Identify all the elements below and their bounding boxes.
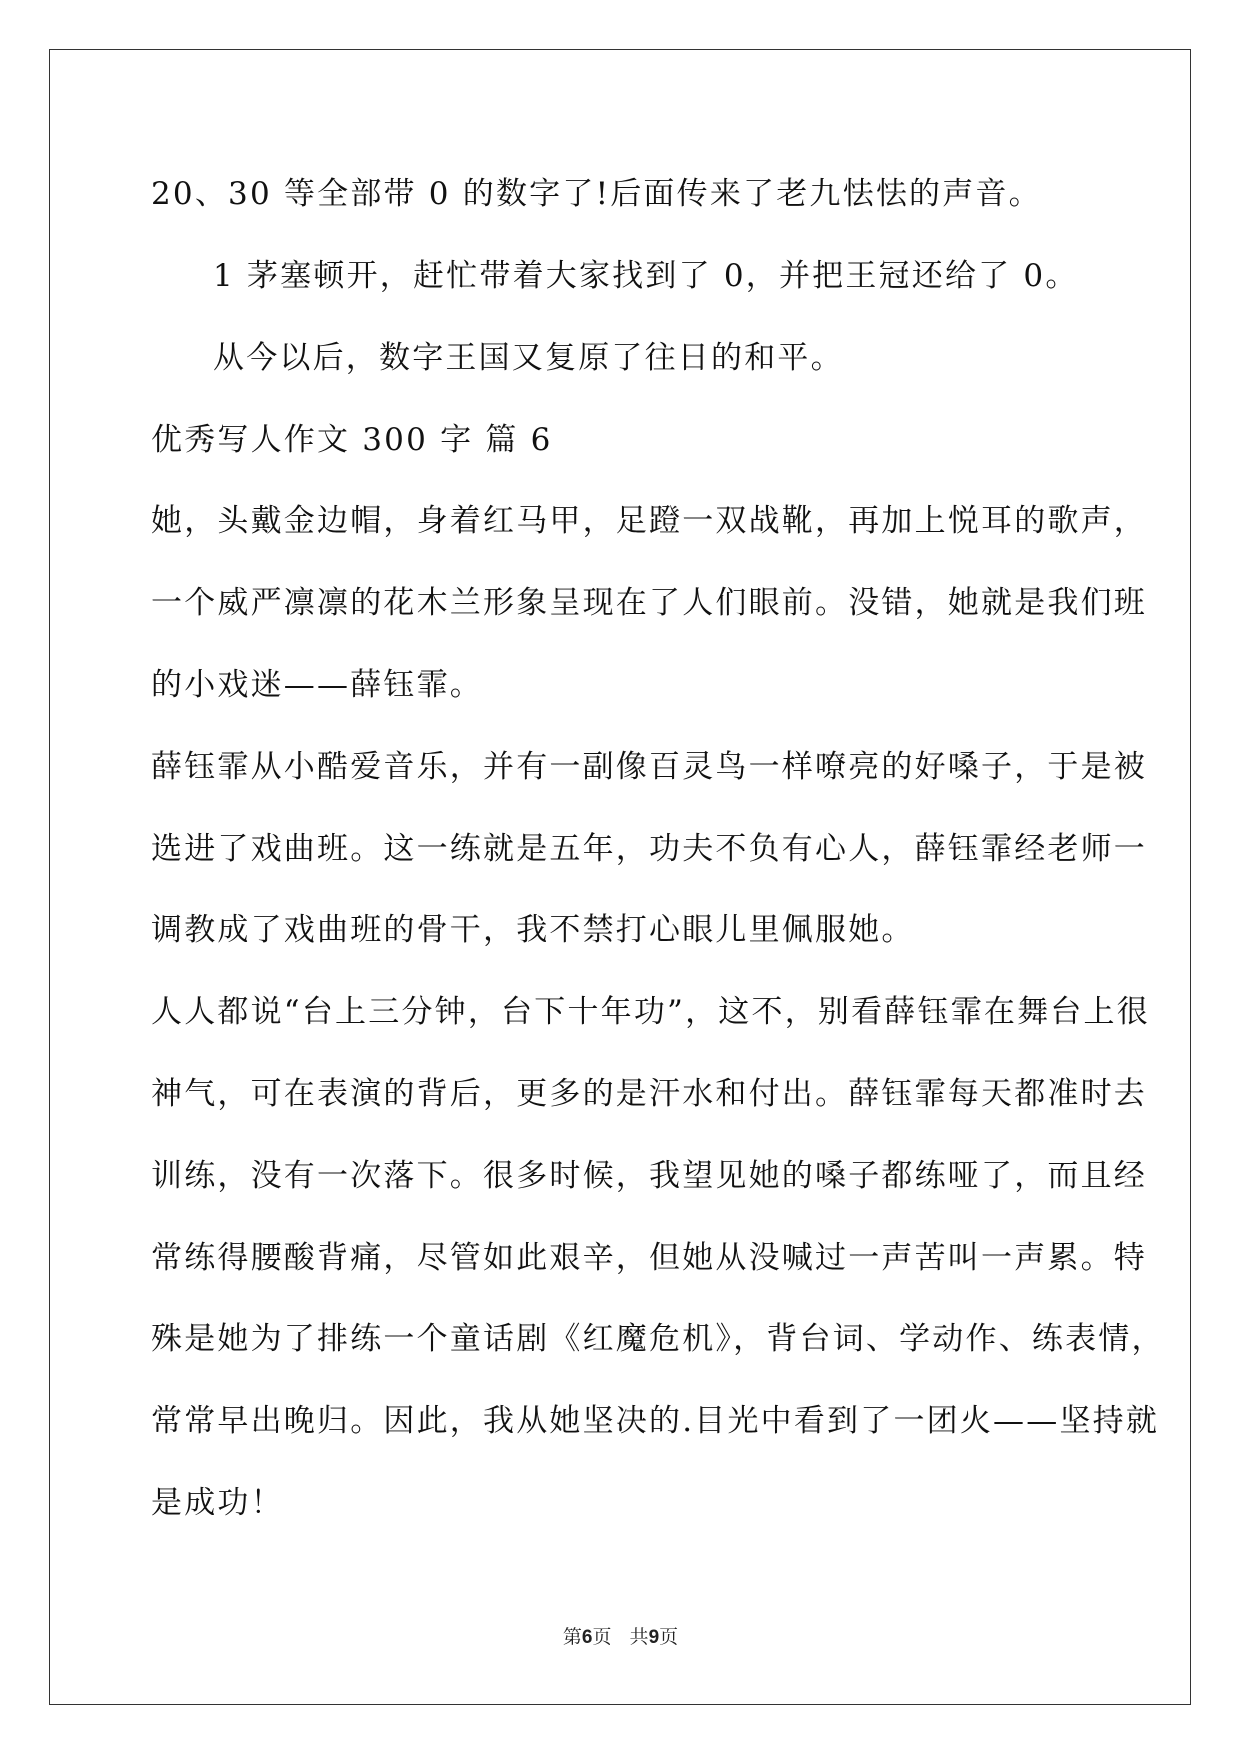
text-line: 20、30 等全部带 0 的数字了!后面传来了老九怯怯的声音。 <box>151 176 1042 212</box>
paragraph-line: 薛钰霏从小酷爱音乐，并有一副像百灵鸟一样嘹亮的好嗓子，于是被 <box>151 749 1147 785</box>
paragraph-line: 训练，没有一次落下。很多时候，我望见她的嗓子都练哑了，而且经 <box>151 1158 1147 1194</box>
paragraph-line: 从今以后，数字王国又复原了往日的和平。 <box>213 340 844 376</box>
paragraph-line: 的小戏迷——薛钰霏。 <box>151 667 483 703</box>
paragraph-line: 人人都说“台上三分钟，台下十年功”，这不，别看薛钰霏在舞台上很 <box>151 994 1150 1030</box>
section-heading: 优秀写人作文 300 字 篇 6 <box>151 422 553 458</box>
paragraph-line: 1 茅塞顿开，赶忙带着大家找到了 0，并把王冠还给了 0。 <box>213 258 1079 294</box>
paragraph-line: 一个威严凛凛的花木兰形象呈现在了人们眼前。没错，她就是我们班 <box>151 585 1147 621</box>
paragraph-line: 选进了戏曲班。这一练就是五年，功夫不负有心人，薛钰霏经老师一 <box>151 831 1147 867</box>
current-page-number: 6 <box>581 1627 593 1648</box>
total-pages-number: 9 <box>648 1627 660 1648</box>
paragraph-line: 是成功！ <box>151 1485 284 1521</box>
footer-prefix: 第 <box>562 1626 582 1648</box>
paragraph-line: 殊是她为了排练一个童话剧《红魔危机》，背台词、学动作、练表情， <box>151 1321 1165 1357</box>
page-border <box>49 49 1191 1705</box>
page-footer <box>0 1625 1241 1650</box>
paragraph-line: 常练得腰酸背痛，尽管如此艰辛，但她从没喊过一声苦叫一声累。特 <box>151 1240 1147 1276</box>
paragraph-line: 她，头戴金边帽，身着红马甲，足蹬一双战靴，再加上悦耳的歌声， <box>151 503 1147 539</box>
paragraph-line: 常常早出晚归。因此，我从她坚决的.目光中看到了一团火——坚持就 <box>151 1403 1160 1439</box>
paragraph-line: 神气，可在表演的背后，更多的是汗水和付出。薛钰霏每天都准时去 <box>151 1076 1147 1112</box>
footer-middle: 页 共 <box>592 1626 649 1648</box>
footer-suffix: 页 <box>659 1626 679 1648</box>
paragraph-line: 调教成了戏曲班的骨干，我不禁打心眼儿里佩服她。 <box>151 912 915 948</box>
